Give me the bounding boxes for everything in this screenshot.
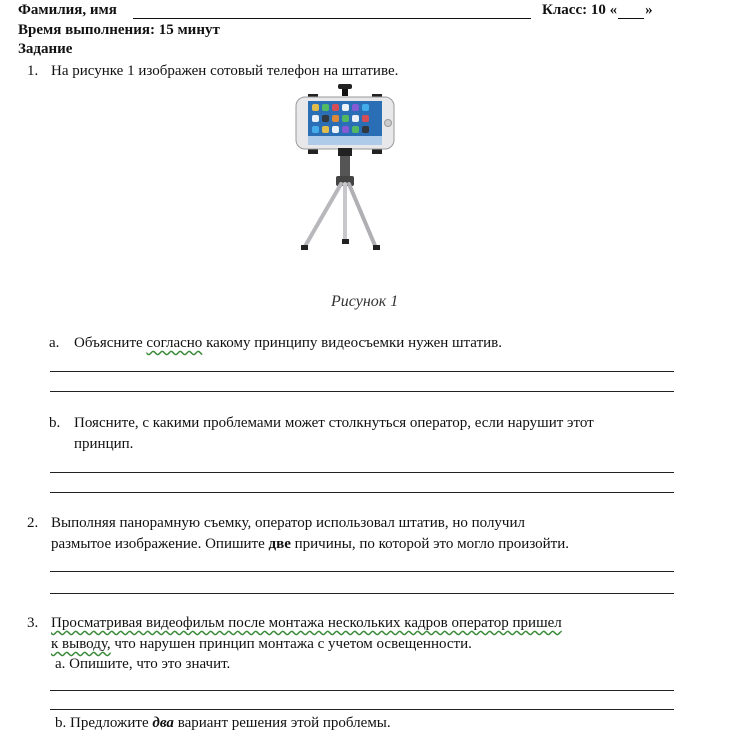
name-label: Фамилия, имя <box>18 2 117 18</box>
q2-text-line1: Выполняя панорамную съемку, оператор использовал штатив, но получил <box>51 515 525 531</box>
q3-text-line2: к выводу, что нарушен принцип монтажа с учетом освещенности. <box>51 636 472 652</box>
time-label: Время выполнения: 15 минут <box>18 22 220 38</box>
q3a-answer-line-1[interactable] <box>50 690 674 691</box>
q1a-text: Объясните согласно какому принципу видеосъемки нужен штатив. <box>74 335 502 351</box>
q2-answer-line-1[interactable] <box>50 571 674 572</box>
q1a-answer-line-2[interactable] <box>50 391 674 392</box>
class-answer-line[interactable] <box>618 5 644 19</box>
q1-number: 1. <box>27 63 39 79</box>
q3a-answer-line-2[interactable] <box>50 709 674 710</box>
q1b-text-line2: принцип. <box>74 436 134 452</box>
q3a-text: a. Опишите, что это значит. <box>55 656 231 672</box>
q1b-text-line1: Поясните, с какими проблемами может столкнуться оператор, если нарушит этот <box>74 415 594 431</box>
q3-number: 3. <box>27 615 39 631</box>
phone-tripod-figure <box>290 84 400 252</box>
q3-text-line1: Просматривая видеофильм после монтажа нескольких кадров оператор пришел <box>51 615 562 631</box>
q1b-answer-line-2[interactable] <box>50 492 674 493</box>
q1b-answer-line-1[interactable] <box>50 472 674 473</box>
q1a-answer-line-1[interactable] <box>50 371 674 372</box>
figure-caption: Рисунок 1 <box>331 293 399 310</box>
name-answer-line[interactable] <box>133 18 531 19</box>
q1b-marker: b. <box>49 415 61 431</box>
q1-text: На рисунке 1 изображен сотовый телефон на штативе. <box>51 63 399 79</box>
q2-answer-line-2[interactable] <box>50 593 674 594</box>
q1a-marker: a. <box>49 335 60 351</box>
q3b-text: b. Предложите два вариант решения этой проблемы. <box>55 715 391 731</box>
class-label: Класс: 10 « » <box>542 2 653 18</box>
q2-number: 2. <box>27 515 39 531</box>
q2-text-line2: размытое изображение. Опишите две причины, по которой это могло произойти. <box>51 536 570 552</box>
task-label: Задание <box>18 41 73 57</box>
